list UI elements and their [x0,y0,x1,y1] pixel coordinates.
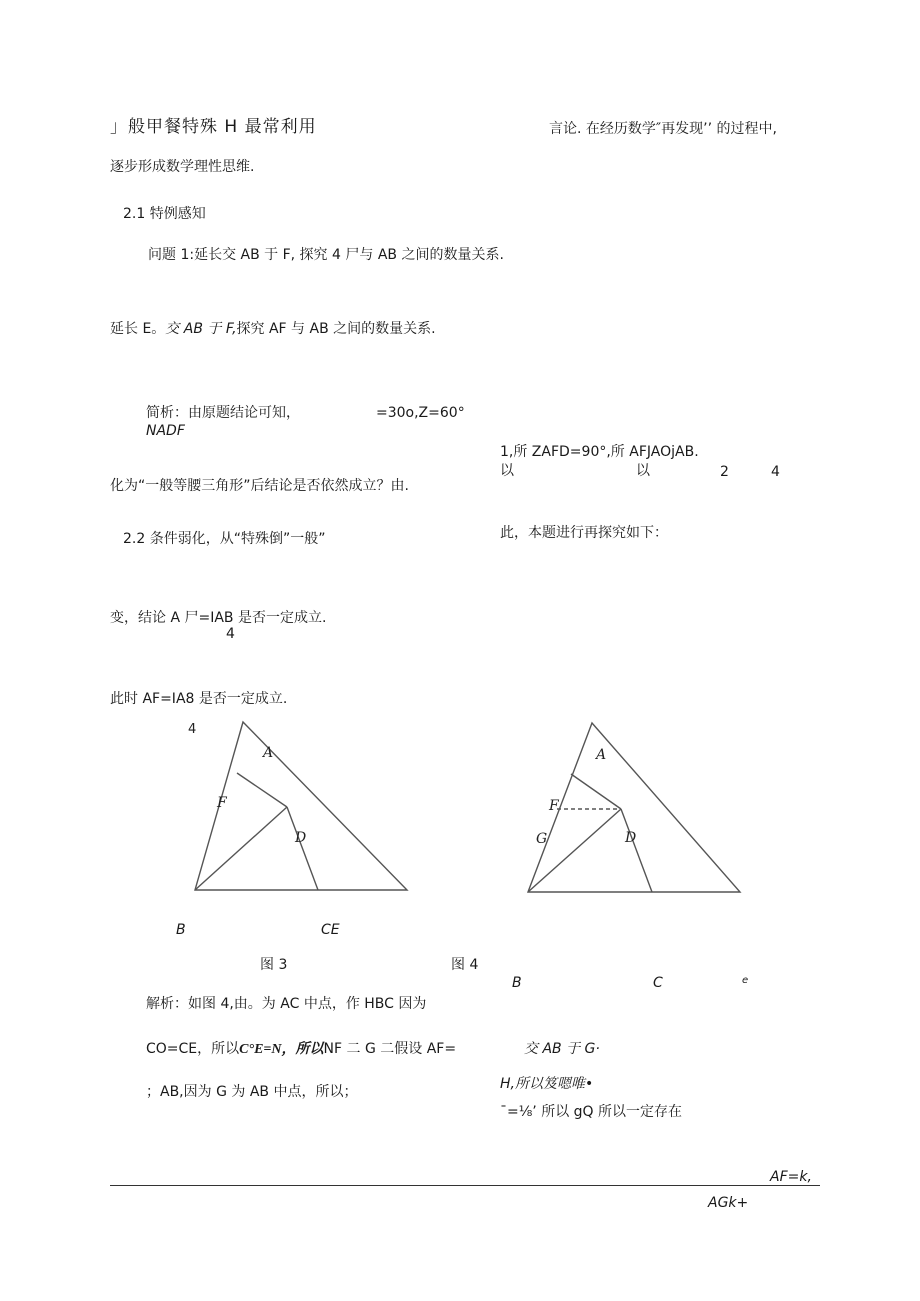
fig4-line-dc [621,809,652,892]
footer-rule [110,1185,820,1186]
explore-line: 此，本题进行再探究如下： [500,525,668,541]
fig4-label-b: B [512,975,522,991]
footer-af: AF=k, [770,1169,812,1185]
figure-3 [180,715,420,900]
section-2-1-heading: 2.1 特例感知 [123,206,206,222]
change-line: 变，结论 A 尸=IAB 是否一定成立. [110,610,327,626]
text-line-2: 逐步形成数学理性思维. [110,159,255,175]
general-question: 化为“一般等腰三角形”后结论是否依然成立？由. [110,478,409,494]
header-left-title: 」般甲餐特殊 H 最常利用 [110,117,317,137]
extend-pre: 延长 E。 [110,321,166,337]
analysis-a: 简析：由原题结论可知， [146,405,300,421]
subscript-4: 4 [226,626,235,642]
fig3-line-de [287,807,318,890]
now-line: 此时 AF=IA8 是否一定成立. [110,691,288,707]
solution-2d: 交 AB 于 G· [524,1041,600,1057]
fig4-triangle [528,723,740,892]
fig3-label-f: F [217,795,227,811]
num-2: 2 [720,464,729,480]
fig4-label-g: G [536,831,548,847]
problem-1: 问题 1:延长交 AB 于 F, 探究 4 尸与 AB 之间的数量关系. [148,247,504,263]
fig3-triangle [195,722,407,890]
yi-2: 以 [636,463,650,479]
solution-2c: NF 二 G 二假设 AF= [323,1041,457,1057]
fig3-label-b: B [176,922,186,938]
fig4-label-f: F [549,798,559,814]
fig4-line-bd [528,809,621,892]
solution-2b: C°E=N，所以 [239,1042,324,1057]
fig4-label-a: A [596,747,607,763]
figure-4 [515,715,755,900]
footer-ag: AGk+ [708,1195,749,1211]
fig4-caption: 图 4 [451,957,479,973]
solution-4-left: ；AB,因为 G 为 AB 中点，所以； [146,1084,358,1100]
yi-1: 以 [500,463,514,479]
solution-3-right: H,所以笈嗯唯• [500,1076,594,1092]
num-4: 4 [771,464,780,480]
solution-2a: CO=CE，所以 [146,1041,240,1057]
fig3-caption: 图 3 [260,957,288,973]
fig3-label-a: A [263,745,274,761]
solution-line-1: 解析：如图 4,由。为 AC 中点，作 HBC 因为 [146,996,427,1012]
solution-line-2 [146,1040,456,1059]
fig4-label-c: C [653,975,663,991]
solution-4-right: ˉ=⅛’ 所以 gQ 所以一定存在 [500,1104,683,1120]
fig3-corner-num: 4 [188,722,197,737]
extend-italic: 交 AB 于 F, [165,321,237,337]
nadf-label: NADF [146,423,185,439]
fig3-line-bd [195,807,287,890]
fig4-label-e: e [742,975,749,986]
fig4-line-fd [571,774,621,809]
section-2-2-heading: 2.2 条件弱化，从“特殊倒”一般” [123,531,326,547]
fig4-label-d: D [625,830,637,846]
analysis-b: =30o,Z=60° [376,405,465,421]
fig3-label-d: D [295,830,307,846]
extend-post: 探究 AF 与 AB 之间的数量关系. [236,321,436,337]
conclusion-a: 1,所 ZAFD=90°,所 AFJAOjAB. [500,444,699,460]
fig3-line-fd [237,773,287,807]
header-right-text: 言论. 在经历数学″再发现’’ 的过程中, [549,121,777,137]
fig3-label-ce: CE [321,922,340,938]
extend-line [110,320,436,338]
